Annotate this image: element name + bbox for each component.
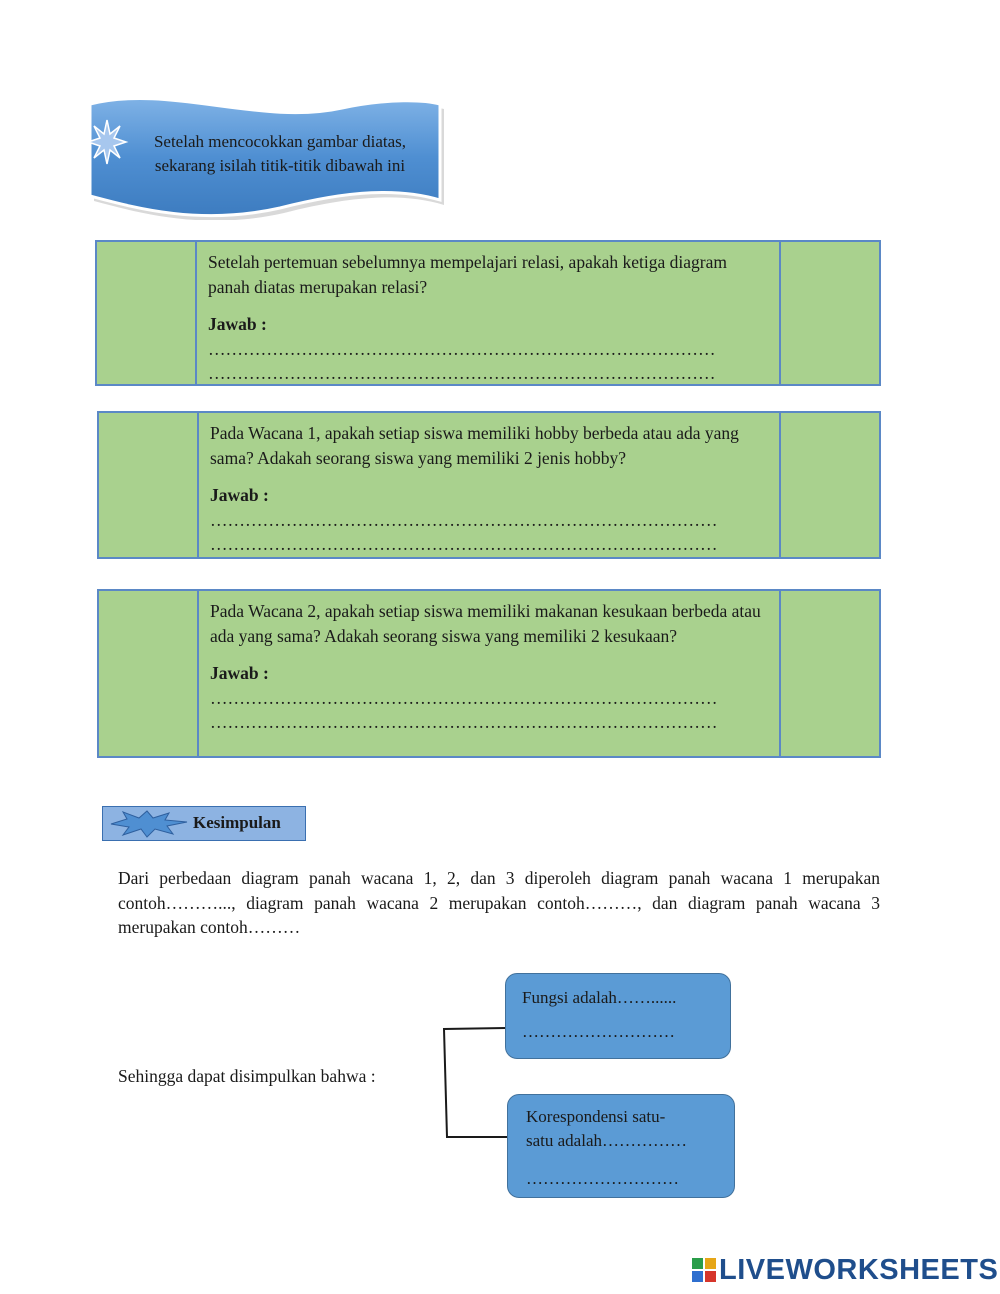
question-cell	[197, 591, 781, 756]
answer-line-2[interactable]: ……………………………………………………………………………	[208, 363, 716, 383]
question-cell	[197, 413, 781, 557]
answer-line-1[interactable]: ……………………………………………………………………………	[208, 338, 716, 359]
kesimpulan-heading	[102, 806, 306, 841]
answer-line-2[interactable]: ……………………………………………………………………………	[210, 534, 718, 554]
instruction-banner	[80, 90, 450, 220]
table-side-cell	[97, 242, 195, 384]
fungsi-line-1[interactable]: Fungsi adalah……......	[522, 988, 677, 1007]
korespondensi-line-3[interactable]: ………………………	[526, 1169, 679, 1188]
answer-line-2[interactable]: ……………………………………………………………………………	[210, 712, 718, 732]
table-side-cell	[99, 413, 197, 557]
question-text: Pada Wacana 1, apakah setiap siswa memiliki hobby berbeda atau ada yang sama? Adakah seorang siswa yang memiliki 2 jenis hobby?	[210, 423, 739, 468]
question-table-1	[95, 240, 881, 386]
question-text: Setelah pertemuan sebelumnya mempelajari relasi, apakah ketiga diagram panah diatas merupakan relasi?	[208, 252, 727, 297]
bracket-connector	[440, 1020, 510, 1144]
banner-line-1: Setelah mencocokkan gambar diatas,	[153, 132, 407, 151]
table-side-cell	[781, 413, 879, 557]
banner-line-2: sekarang isilah titik-titik dibawah ini	[154, 156, 406, 175]
conclusion-lead-text: Sehingga dapat disimpulkan bahwa :	[118, 1066, 376, 1086]
table-side-cell	[99, 591, 197, 756]
logo-text: LIVEWORKSHEETS	[719, 1253, 999, 1286]
starburst-icon	[88, 120, 126, 164]
table-side-cell	[781, 242, 879, 384]
answer-label: Jawab :	[208, 314, 267, 334]
answer-line-1[interactable]: ……………………………………………………………………………	[210, 687, 718, 708]
answer-line-1[interactable]: ……………………………………………………………………………	[210, 509, 718, 530]
logo-blocks-icon	[692, 1258, 716, 1282]
answer-label: Jawab :	[210, 663, 269, 683]
liveworksheets-logo[interactable]	[692, 1255, 998, 1285]
answer-label: Jawab :	[210, 485, 269, 505]
question-cell	[195, 242, 781, 384]
explosion-icon	[109, 810, 189, 838]
question-table-2	[97, 411, 881, 559]
table-side-cell	[781, 591, 879, 756]
kesimpulan-label: Kesimpulan	[193, 813, 281, 832]
question-text: Pada Wacana 2, apakah setiap siswa memiliki makanan kesukaan berbeda atau ada yang sama? Adakah seorang siswa yang memiliki 2 kesukaan?	[210, 601, 761, 646]
question-table-3	[97, 589, 881, 758]
korespondensi-line-2[interactable]: satu adalah……………	[526, 1131, 687, 1150]
banner-text	[130, 130, 430, 178]
fungsi-line-2[interactable]: ………………………	[522, 1022, 675, 1041]
korespondensi-box	[507, 1094, 735, 1198]
korespondensi-line-1: Korespondensi satu-	[526, 1107, 666, 1126]
fungsi-box	[505, 973, 731, 1059]
conclusion-paragraph: Dari perbedaan diagram panah wacana 1, 2, dan 3 diperoleh diagram panah wacana 1 merupakan contoh………..., diagram panah wacana 2 merupakan contoh………, dan diagram panah wacana 3 merupakan contoh………	[118, 868, 880, 937]
